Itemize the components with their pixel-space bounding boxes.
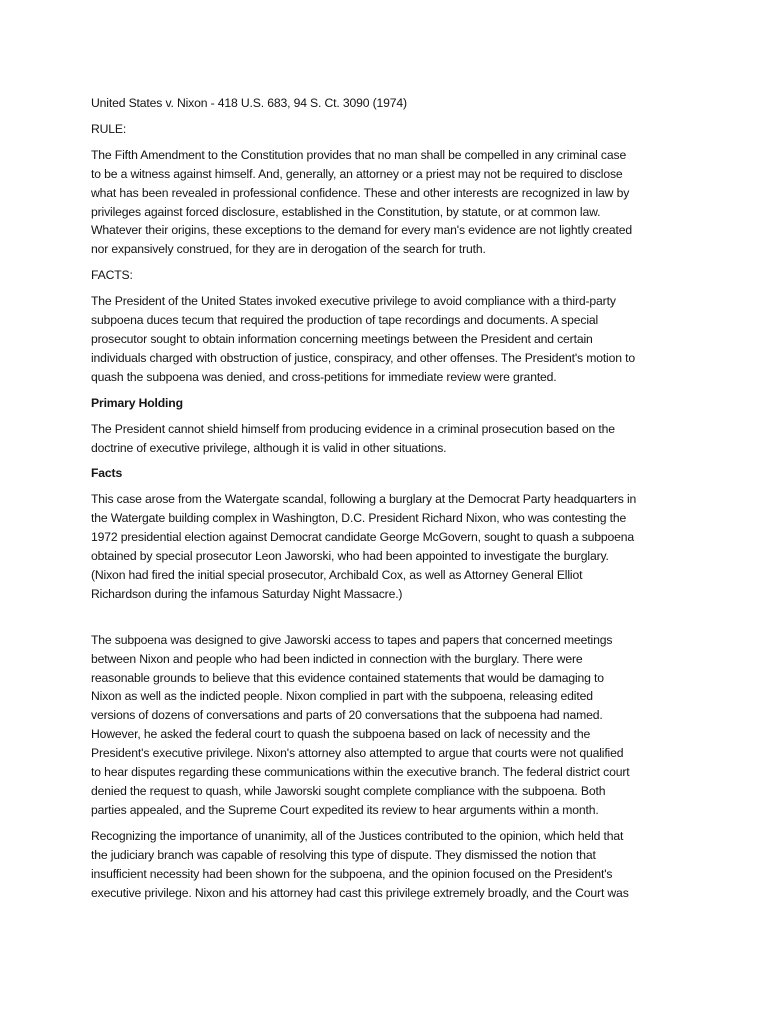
primary-holding-heading: Primary Holding <box>91 395 183 410</box>
document-page <box>91 94 681 902</box>
primary-holding-paragraph: The President cannot shield himself from producing evidence in a criminal prosecution based on the doctrine of executive privilege, although it is valid in other situations. <box>91 421 615 455</box>
facts-detail-paragraph-3: Recognizing the importance of unanimity, all of the Justices contributed to the opinion, which held that the judiciary branch was capable of resolving this type of dispute. They dismissed the notion that insufficient necessity had been shown for the subpoena, and the opinion focused on the President's executive privilege. Nixon and his attorney had cast this privilege extremely broadly, and the Court was <box>91 828 629 900</box>
case-citation: United States v. Nixon - 418 U.S. 683, 94 S. Ct. 3090 (1974) <box>91 96 407 110</box>
facts-heading: FACTS: <box>91 268 133 283</box>
facts-paragraph: The President of the United States invoked executive privilege to avoid compliance with a third-party subpoena duces tecum that required the production of tape recordings and documents. A special prosecutor sought to obtain information concerning meetings between the President and certain individuals charged with obstruction of justice, conspiracy, and other offenses. The President's motion to quash the subpoena was denied, and cross-petitions for immediate review were granted. <box>91 294 635 384</box>
rule-paragraph: The Fifth Amendment to the Constitution provides that no man shall be compelled in any criminal case to be a witness against himself. And, generally, an attorney or a priest may not be required to disclose what has been revealed in professional confidence. These and other interests are recognized in law by privileges against forced disclosure, established in the Constitution, by statute, or at common law. Whatever their origins, these exceptions to the demand for every man's evidence are not lightly created nor expansively construed, for they are in derogation of the search for truth. <box>91 147 633 257</box>
facts-detail-paragraph-1: This case arose from the Watergate scandal, following a burglary at the Democrat Party headquarters in the Watergate building complex in Washington, D.C. President Richard Nixon, who was contesting the 1972 presidential election against Democrat candidate George McGovern, sought to quash a subpoena obtained by special prosecutor Leon Jaworski, who had been appointed to investigate the burglary. (Nixon had fired the initial special prosecutor, Archibald Cox, as well as Attorney General Elliot Richardson during the infamous Saturday Night Massacre.) <box>91 492 637 601</box>
facts-detail-paragraph-2: The subpoena was designed to give Jaworski access to tapes and papers that concerned meetings between Nixon and people who had been indicted in connection with the burglary. There were reasonable grounds to believe that this evidence contained statements that would be damaging to Nixon as well as the indicted people. Nixon complied in part with the subpoena, releasing edited versions of dozens of conversations and parts of 20 conversations that the subpoena had named. However, he asked the federal court to quash the subpoena based on lack of necessity and the President's executive privilege. Nixon's attorney also attempted to argue that courts were not qualified to hear disputes regarding these communications within the executive branch. The federal district court denied the request to quash, while Jaworski sought complete compliance with the subpoena. Both parties appealed, and the Supreme Court expedited its review to hear arguments within a month. <box>91 632 630 817</box>
facts-detail-heading: Facts <box>91 466 123 481</box>
rule-heading: RULE: <box>91 121 127 136</box>
